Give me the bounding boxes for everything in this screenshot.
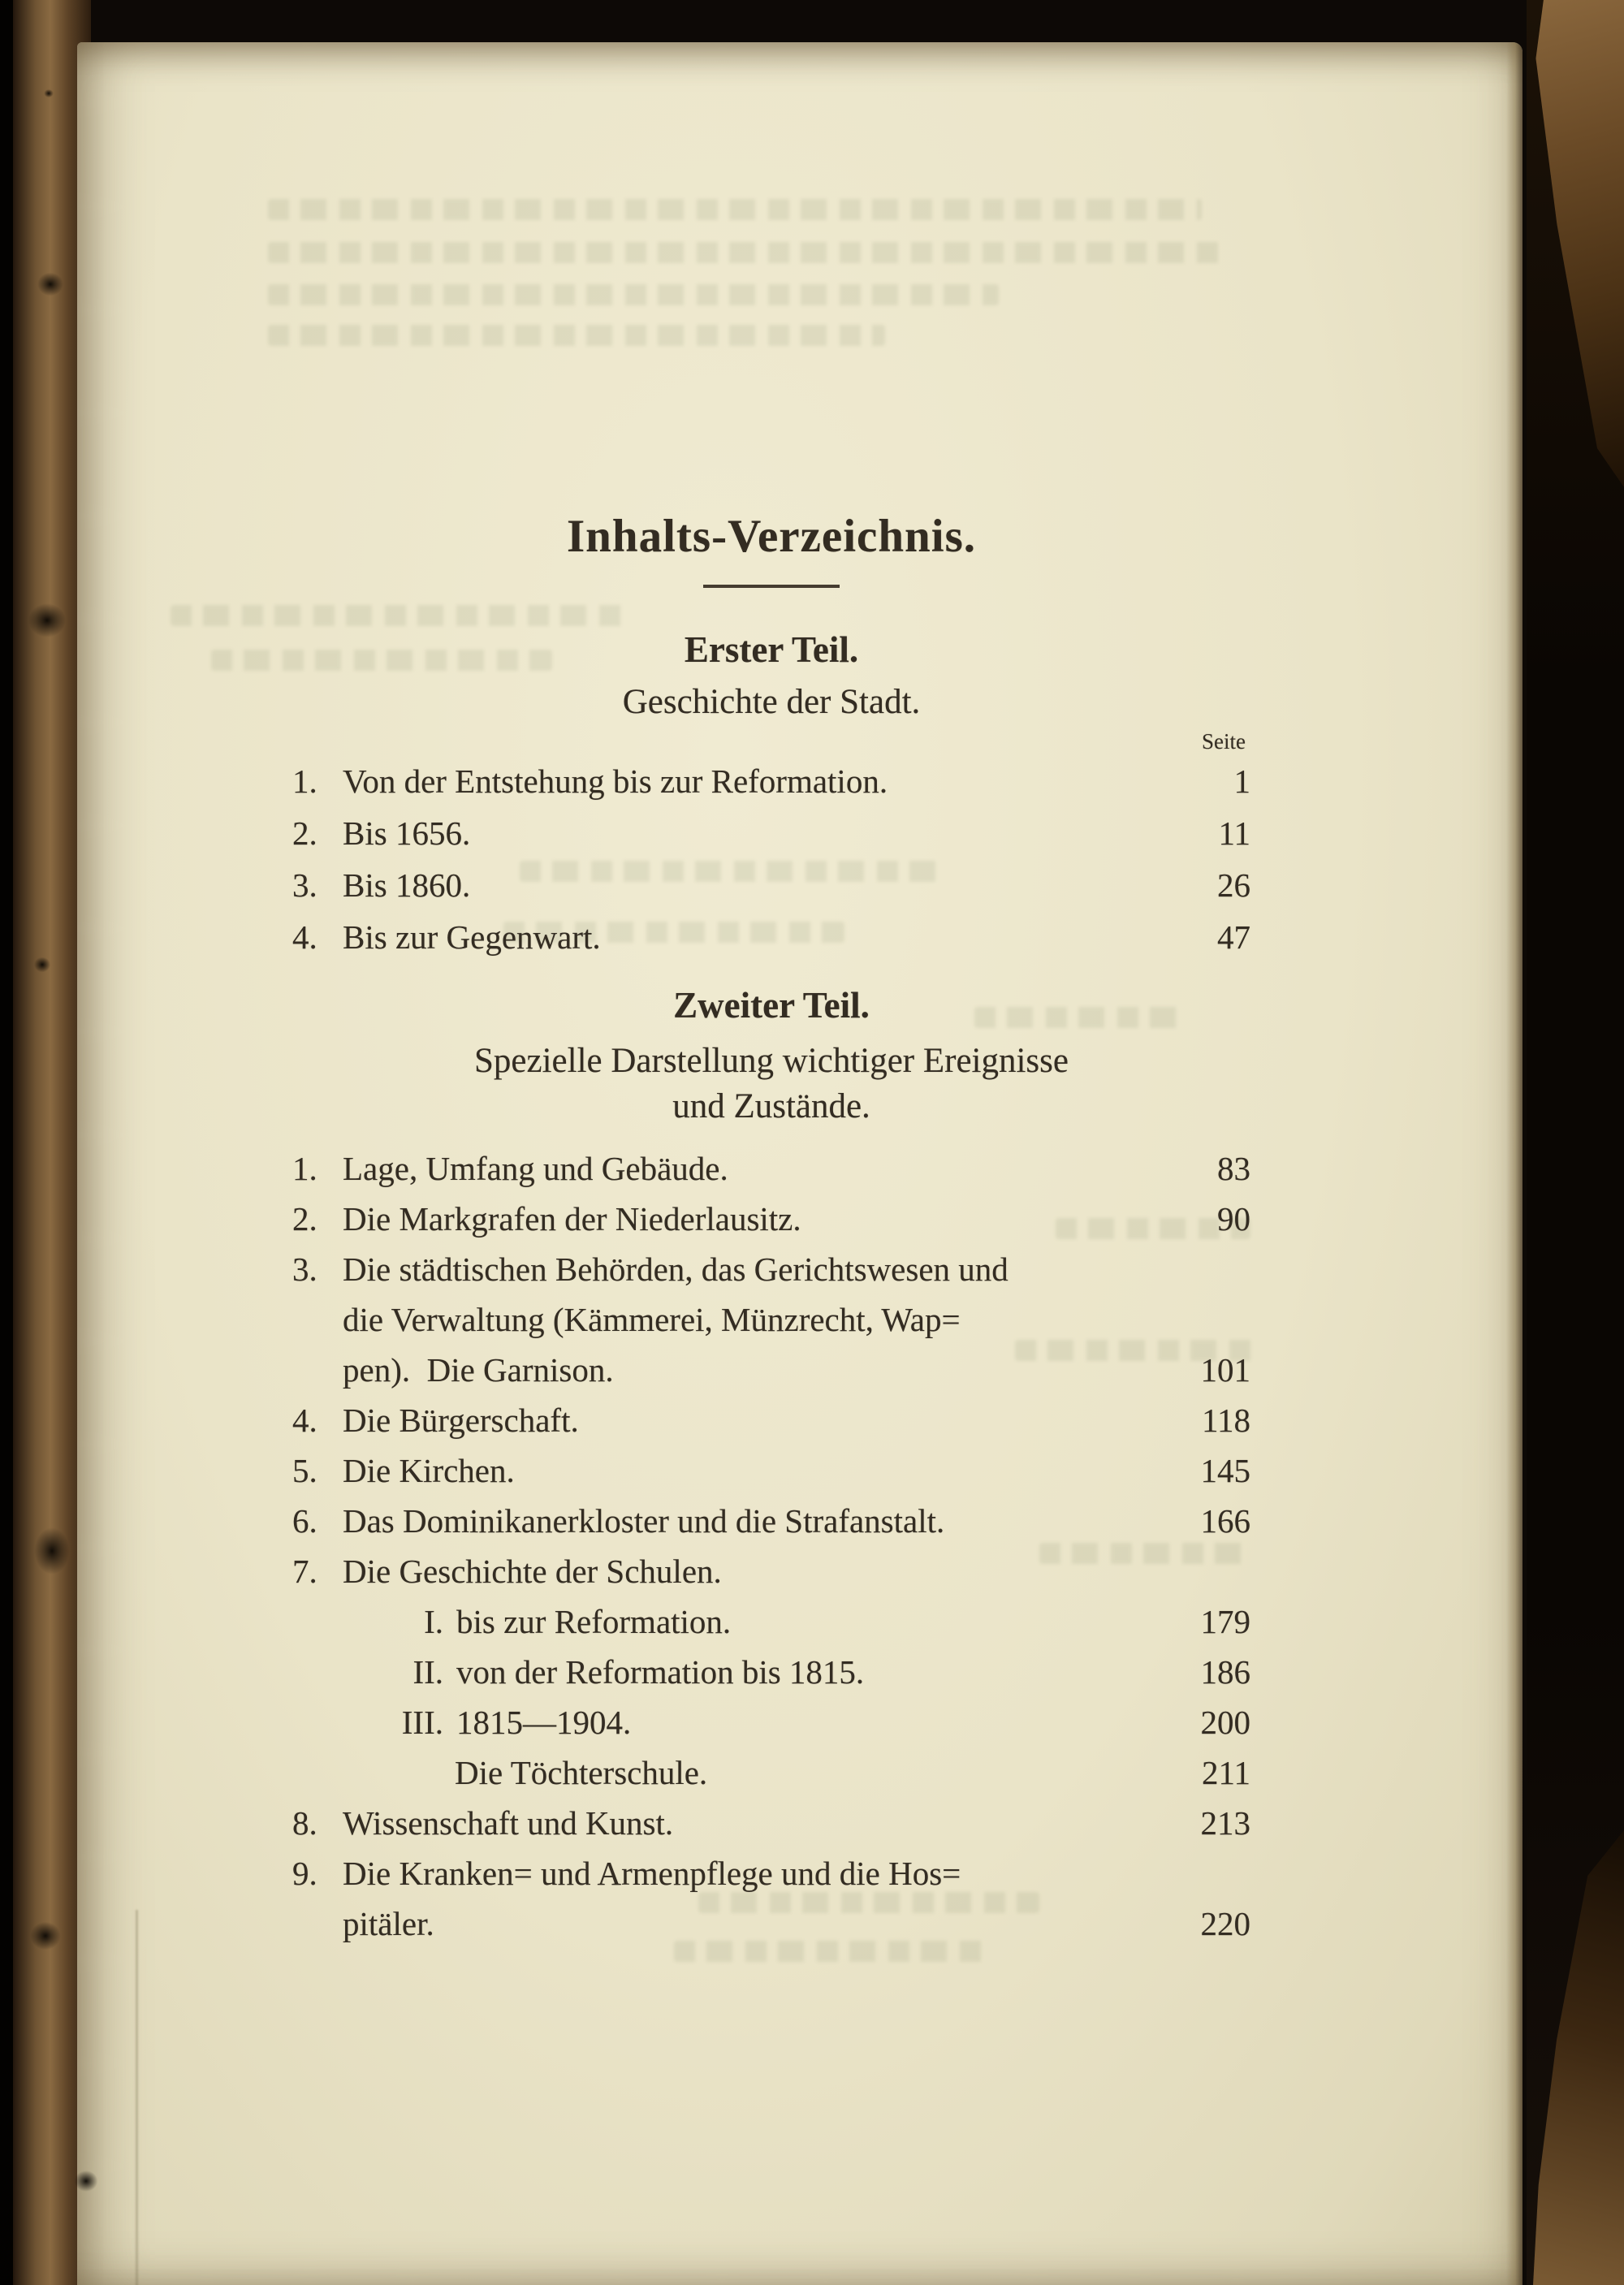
entry-number: 4. [292,918,317,956]
entry-number: 2. [292,814,317,852]
toc-entry [292,1395,1250,1445]
book-page [77,42,1522,2285]
entry-page-number: 200 [1200,1704,1250,1741]
entry-page-number: 145 [1200,1452,1250,1489]
entry-page-number: 1 [1233,762,1250,800]
toc-entry [292,1546,1250,1596]
ink-stain [32,268,68,300]
entry-number: I. [424,1603,443,1640]
entry-page-number: 83 [1217,1150,1250,1187]
entry-title: Von der Entstehung bis zur Reformation. [343,762,888,800]
entry-page-number: 186 [1200,1653,1250,1691]
toc-entry [292,1143,1250,1194]
entry-page-number: 118 [1202,1402,1250,1439]
entry-page-number: 220 [1200,1905,1250,1942]
toc-entry [292,755,1250,807]
entry-number: 9. [292,1855,317,1892]
entry-page-number: 47 [1217,918,1250,956]
entry-title: die Verwaltung (Kämmerei, Münzrecht, Wap= [343,1301,961,1338]
entry-number: 3. [292,1250,317,1288]
ink-stain [24,1916,67,1955]
ink-stain [42,88,55,99]
entry-page-number: 90 [1217,1200,1250,1238]
toc-entry [455,1747,1250,1798]
toc-entry [378,1596,1250,1647]
entry-title: Wissenschaft und Kunst. [343,1804,674,1842]
entry-page-number: 101 [1200,1351,1250,1389]
entry-number: 5. [292,1452,317,1489]
entry-title: von der Reformation bis 1815. [456,1653,865,1691]
part2-subheading-line2: und Zustände. [672,1087,870,1125]
toc-entry [292,859,1250,911]
ink-stain [31,954,54,975]
entry-title: Die Kirchen. [343,1452,515,1489]
entry-number: 3. [292,866,317,904]
toc-entry [292,1345,1250,1395]
toc-entry [292,1848,1250,1898]
entry-title: bis zur Reformation. [456,1603,732,1640]
entry-title: Die Markgrafen der Niederlausitz. [343,1200,801,1238]
title-divider [703,585,840,588]
entry-title: Die Bürgerschaft. [343,1402,579,1439]
entry-title: Bis 1656. [343,814,471,852]
toc-entry [292,1898,1250,1949]
entry-number: 8. [292,1804,317,1842]
part1-subheading: Geschichte der Stadt. [622,683,921,721]
part2-entry-list [292,1143,1250,1949]
part2-subheading-line1: Spezielle Darstellung wichtiger Ereignisse [474,1042,1069,1080]
entry-page-number: 26 [1217,866,1250,904]
entry-title: Bis 1860. [343,866,471,904]
toc-entry [292,1445,1250,1496]
entry-title: Die städtischen Behörden, das Gerichtswesen und [343,1250,1009,1288]
toc-entry [292,1496,1250,1546]
entry-number: 1. [292,1150,317,1187]
entry-page-number: 179 [1200,1603,1250,1640]
toc-entry [292,911,1250,963]
toc-entry [292,1194,1250,1244]
toc-entry [292,1294,1250,1345]
entry-page-number: 11 [1218,814,1250,852]
entry-title: 1815—1904. [456,1704,632,1741]
part1-heading: Erster Teil. [684,629,859,670]
entry-page-number: 166 [1200,1502,1250,1540]
entry-title: Bis zur Gegenwart. [343,918,601,956]
entry-number: 1. [292,762,317,800]
toc-entry [292,1798,1250,1848]
part1-entry-list [292,755,1250,963]
entry-number: 4. [292,1402,317,1439]
toc-content [292,42,1250,1949]
entry-title: Die Kranken= und Armenpflege und die Hos= [343,1855,961,1892]
page-crease [136,1910,138,2285]
entry-page-number: 213 [1200,1804,1250,1842]
entry-number: II. [412,1653,443,1691]
entry-title: pen). Die Garnison. [343,1351,614,1389]
entry-number: 7. [292,1553,317,1590]
part2-heading: Zweiter Teil. [673,985,870,1026]
entry-number: 6. [292,1502,317,1540]
entry-title: Lage, Umfang und Gebäude. [343,1150,728,1187]
entry-number: 2. [292,1200,317,1238]
page-column-label: Seite [1202,729,1246,754]
entry-title: pitäler. [343,1905,434,1942]
toc-entry [292,807,1250,859]
entry-title: Das Dominikanerkloster und die Strafanstalt. [343,1502,945,1540]
entry-number: III. [401,1704,443,1741]
ink-stain [21,597,73,644]
entry-page-number: 211 [1202,1754,1250,1791]
toc-entry [292,1244,1250,1294]
ink-stain [28,1518,76,1583]
page-title: Inhalts-Verzeichnis. [567,511,976,562]
entry-title: Die Geschichte der Schulen. [343,1553,722,1590]
ink-stain [70,2166,102,2196]
toc-entry [378,1697,1250,1747]
toc-entry [378,1647,1250,1697]
entry-title: Die Töchterschule. [455,1754,708,1791]
